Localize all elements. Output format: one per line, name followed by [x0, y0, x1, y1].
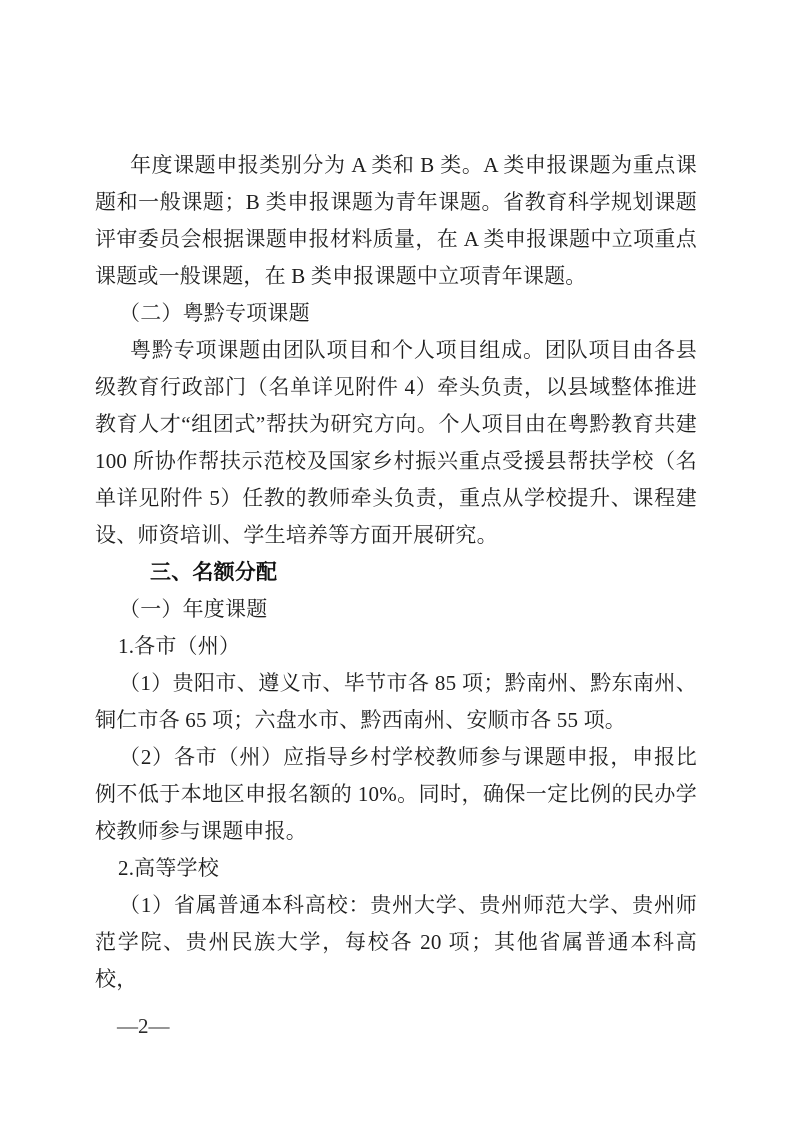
paragraph-yueqian-special-topics: 粤黔专项课题由团队项目和个人项目组成。团队项目由各县级教育行政部门（名单详见附件 4）牵头负责，以县域整体推进教育人才“组团式”帮扶为研究方向。个人项目由在粤黔教育共建 100 所协作帮扶示范校及国家乡村振兴重点受援县帮扶学校（名单详见附件 5）任教的教师牵头负责，重点从学校提升、课程建设、师资培训、学生培养等方面开展研究。 — [95, 338, 697, 547]
paragraph-annual-topic-categories: 年度课题申报类别分为 A 类和 B 类。A 类申报课题为重点课题和一般课题；B 类申报课题为青年课题。省教育科学规划课题评审委员会根据课题申报材料质量，在 A 类申报课题中立项重点课题或一般课题，在 B 类申报课题中立项青年课题。 — [95, 153, 697, 288]
item-heading-higher-education: 2.高等学校 — [118, 856, 219, 880]
section-heading-quota-allocation: 三、名额分配 — [150, 561, 278, 584]
paragraph-city-quotas: （1）贵阳市、遵义市、毕节市各 85 项；黔南州、黔东南州、铜仁市各 65 项；六盘水市、黔西南州、安顺市各 55 项。 — [95, 671, 697, 732]
document-body — [95, 147, 697, 998]
subsection-heading-annual-topics: （一）年度课题 — [119, 597, 268, 621]
item-heading-cities-prefectures: 1.各市（州） — [118, 634, 241, 658]
paragraph-university-quotas: （1）省属普通本科高校：贵州大学、贵州师范大学、贵州师范学院、贵州民族大学，每校各 20 项；其他省属普通本科高校， — [95, 893, 697, 991]
subsection-heading-yueqian-special-topics: （二）粤黔专项课题 — [119, 301, 310, 325]
paragraph-rural-teacher-ratio: （2）各市（州）应指导乡村学校教师参与课题申报，申报比例不低于本地区申报名额的 10%。同时，确保一定比例的民办学校教师参与课题申报。 — [95, 745, 697, 843]
page-number: —2— — [117, 1014, 170, 1038]
